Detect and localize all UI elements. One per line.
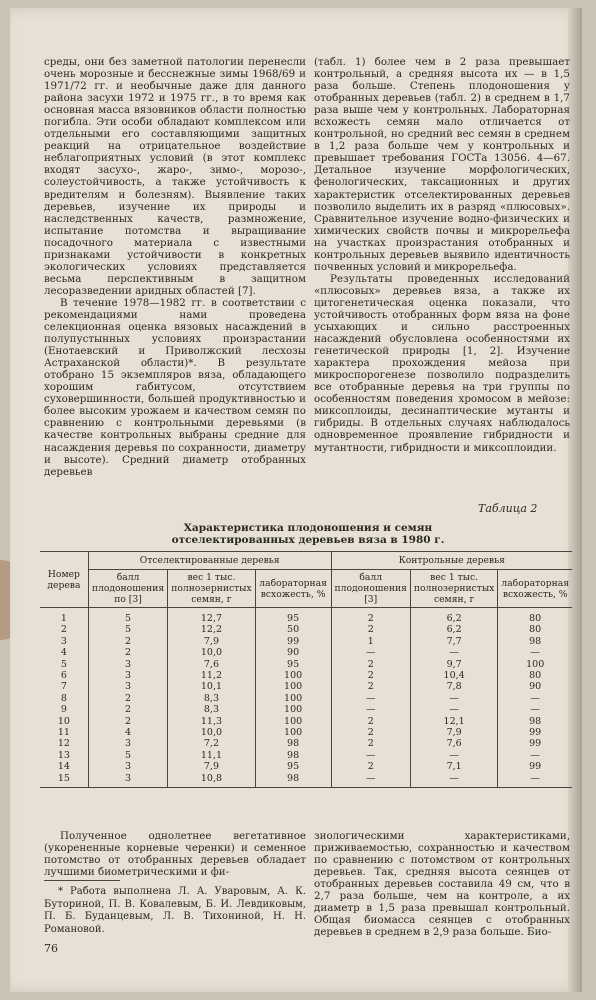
paragraph: (табл. 1) более чем в 2 раза превышает контрольный, а средняя высота их — в 1,5 раза больше. Степень плодоношения у отобранных деревьев (табл. 2) в среднем в 1,7 раза выше чем у контрольных. Лабораторная всхожесть семян мало отличается от контрольной, но средний вес семян в среднем в 1,2 раза больше чем у контрольных и превышает требования ГОСТа 13056. 4—67. Детальное изучение морфологических, фенологических, таксационных и других характеристик отселектированных деревьев позволило выделить их в разряд «плюсовых». Сравнительное изучение водно-физических и химических свойств почвы и микрорельефа на участках произрастания отобранных и контрольных деревьев выявило идентичность почвенных условий и микрорельефа. [314, 56, 570, 273]
table-cell: 2 [331, 761, 410, 772]
table-cell: 1 [331, 636, 410, 647]
table-cell: 5 [88, 608, 167, 625]
table-cell: 2 [331, 716, 410, 727]
table-row [40, 693, 572, 704]
bottom-right-text [314, 830, 570, 938]
table-cell: 99 [255, 636, 331, 647]
table-cell: 8,3 [168, 704, 255, 715]
table-cell: 10 [40, 716, 88, 727]
table-cell: 2 [331, 738, 410, 749]
table-cell: 11,2 [168, 670, 255, 681]
table-cell: 10,0 [168, 727, 255, 738]
table-cell: 9 [40, 704, 88, 715]
table-cell: 50 [255, 624, 331, 635]
paragraph: зиологическими характеристиками, приживаемостью, сохранностью и качеством по сравнению с потомством от контрольных деревьев. Так, средняя высота сеянцев от отобранных деревьев составила 49 см, что в 2,7 раза больше, чем на контроле, а их диаметр в 1,5 раза превышал контрольный. Общая биомасса сеянцев с отобранных деревьев в среднем в 2,9 раза больше. Био- [314, 830, 570, 939]
table-cell: 3 [88, 761, 167, 772]
table-cell: 13 [40, 750, 88, 761]
table-cell: 12,2 [168, 624, 255, 635]
left-text-column [44, 56, 306, 478]
table-row [40, 659, 572, 670]
table-cell: 10,4 [410, 670, 497, 681]
table-cell: — [331, 773, 410, 788]
table-cell: — [498, 647, 572, 658]
table-cell: 10,0 [168, 647, 255, 658]
table-body [40, 608, 572, 788]
table-cell: 7,9 [168, 636, 255, 647]
table-cell: 2 [88, 693, 167, 704]
table-cell: 3 [88, 659, 167, 670]
table-cell: 2 [331, 727, 410, 738]
table-cell: 2 [331, 670, 410, 681]
table-cell: 2 [88, 636, 167, 647]
table-cell: 95 [255, 761, 331, 772]
table-row [40, 738, 572, 749]
table-cell: 80 [498, 670, 572, 681]
right-text-column [314, 56, 570, 454]
data-table [40, 551, 572, 788]
table-cell: 98 [255, 738, 331, 749]
table-cell: 12 [40, 738, 88, 749]
table-cell: 7,9 [410, 727, 497, 738]
header-weight: вес 1 тыс. полнозернистых семян, г [168, 570, 255, 608]
table-row [40, 624, 572, 635]
table-row [40, 716, 572, 727]
table-cell: 7,6 [410, 738, 497, 749]
header-weight-control: вес 1 тыс. полнозернистых семян, г [410, 570, 497, 608]
table-cell: 6,2 [410, 608, 497, 625]
table-cell: 7,7 [410, 636, 497, 647]
table-cell: 14 [40, 761, 88, 772]
header-fruiting: балл плодоношения по [3] [88, 570, 167, 608]
table-row [40, 773, 572, 788]
table-row [40, 761, 572, 772]
table-cell: 5 [88, 750, 167, 761]
table-cell: 80 [498, 608, 572, 625]
table-cell: 99 [498, 761, 572, 772]
table-cell: 2 [331, 681, 410, 692]
table-cell: — [410, 750, 497, 761]
table-cell: 5 [40, 659, 88, 670]
table-cell: 7,1 [410, 761, 497, 772]
table-cell: — [410, 647, 497, 658]
table-row [40, 647, 572, 658]
header-group-control: Контрольные деревья [331, 552, 572, 570]
table-cell: 7 [40, 681, 88, 692]
table-cell: 7,6 [168, 659, 255, 670]
table-cell: 3 [88, 738, 167, 749]
page-number: 76 [44, 942, 58, 955]
table-cell: 2 [40, 624, 88, 635]
table-cell: 3 [88, 773, 167, 788]
table-cell: 95 [255, 659, 331, 670]
bottom-left-text [44, 830, 306, 878]
table-cell: — [331, 693, 410, 704]
table-cell: 7,9 [168, 761, 255, 772]
table-row [40, 636, 572, 647]
table-cell: 8,3 [168, 693, 255, 704]
table-cell: 100 [255, 681, 331, 692]
table-cell: 99 [498, 738, 572, 749]
table-cell: 6,2 [410, 624, 497, 635]
table-cell: 7,8 [410, 681, 497, 692]
table-cell: 2 [331, 659, 410, 670]
table-cell: 90 [255, 647, 331, 658]
table-cell: — [410, 704, 497, 715]
table-cell: 8 [40, 693, 88, 704]
table-cell: 100 [255, 704, 331, 715]
table-cell: 12,7 [168, 608, 255, 625]
table-cell: 6 [40, 670, 88, 681]
table-cell: 10,1 [168, 681, 255, 692]
table-cell: 7,2 [168, 738, 255, 749]
table-cell: 11,3 [168, 716, 255, 727]
table-row [40, 750, 572, 761]
table-cell: 98 [498, 716, 572, 727]
table-row [40, 608, 572, 625]
book-page [10, 8, 582, 992]
table-cell: — [331, 647, 410, 658]
table-cell: 1 [40, 608, 88, 625]
header-tree-number: Номер дерева [40, 552, 88, 608]
table-cell: 2 [88, 716, 167, 727]
table-cell: 80 [498, 624, 572, 635]
table-row [40, 727, 572, 738]
table-cell: 3 [88, 670, 167, 681]
table-cell: 4 [88, 727, 167, 738]
table-row [40, 670, 572, 681]
table-cell: — [498, 750, 572, 761]
table-cell: 100 [255, 727, 331, 738]
table-cell: 100 [255, 716, 331, 727]
table-cell: 98 [255, 773, 331, 788]
table-cell: — [410, 693, 497, 704]
table-cell: 100 [255, 693, 331, 704]
table-row [40, 704, 572, 715]
table-cell: 100 [498, 659, 572, 670]
table-cell: 3 [88, 681, 167, 692]
table-title [40, 522, 576, 546]
table-cell: 9,7 [410, 659, 497, 670]
table-title-line: отселектированных деревьев вяза в 1980 г. [171, 534, 445, 546]
table-cell: 15 [40, 773, 88, 788]
table-cell: 12,1 [410, 716, 497, 727]
header-germination-control: лабораторная всхожесть, % [498, 570, 572, 608]
table-cell: 98 [255, 750, 331, 761]
table-cell: — [331, 750, 410, 761]
table-cell: 2 [331, 624, 410, 635]
table-cell: 3 [40, 636, 88, 647]
table-cell: — [410, 773, 497, 788]
table-cell: 2 [331, 608, 410, 625]
table-cell: 98 [498, 636, 572, 647]
table-cell: 5 [88, 624, 167, 635]
table-cell: 4 [40, 647, 88, 658]
table-title-line: Характеристика плодоношения и семян [183, 522, 433, 534]
paragraph: Результаты проведенных исследований «плюсовых» деревьев вяза, а также их цитогенетическая оценка показали, что устойчивость отобранных форм вяза на фоне усыхающих и сильно расстроенных насаждений обусловлена особенностями их генетической природы [1, 2]. Изучение характера прохождения мейоза при микроспорогенезе позволило подразделить все отобранные деревья на три группы по особенностям поведения хромосом в мейозе: миксоплоиды, десинаптические мутанты и гибриды. В отдельных случаях наблюдалось одновременное проявление гибридности и мутантности, гибридности и миксоплоидии. [314, 272, 570, 454]
paragraph: Полученное однолетнее вегетативное (укорененные корневые черенки) и семенное потомство от отобранных деревьев обладает лучшими биометрическими и фи- [44, 830, 306, 879]
header-germination: лабораторная всхожесть, % [255, 570, 331, 608]
table-cell: 11,1 [168, 750, 255, 761]
paragraph: среды, они без заметной патологии перенесли очень морозные и бесснежные зимы 1968/69 и 1971/72 гг. и необычные даже для данного района засухи 1972 и 1975 гг., в то время как основная масса вязовников области полностью погибла. Эти особи обладают комплексом или отдельными его составляющими защитных реакций на отрицательное воздействие неблагоприятных условий (в этот комплекс входят засухо-, жаро-, зимо-, морозо-, солеустойчивость, а также устойчивость к вредителям и болезням). Выявление таких деревьев, изучение их природы и наследственных качеств, размножение, испытание потомства и выращивание посадочного материала с известными признаками устойчивости в конкретных экологических условиях представляется весьма перспективным в защитном лесоразведении аридных областей [7]. [44, 56, 306, 297]
table-cell: — [498, 693, 572, 704]
table-cell: 99 [498, 727, 572, 738]
table-cell: — [331, 704, 410, 715]
table-cell: 10,8 [168, 773, 255, 788]
table-cell: 90 [498, 681, 572, 692]
table-caption: Таблица 2 [478, 502, 538, 515]
table-cell: 100 [255, 670, 331, 681]
table-cell: 2 [88, 704, 167, 715]
table-cell: 95 [255, 608, 331, 625]
table-cell: — [498, 704, 572, 715]
footnote-divider [44, 880, 120, 881]
footnote [44, 886, 306, 936]
table-cell: 11 [40, 727, 88, 738]
table-row [40, 681, 572, 692]
header-fruiting-control: балл плодоношения [3] [331, 570, 410, 608]
table-cell: — [498, 773, 572, 788]
book-spine-shadow [568, 8, 582, 992]
footnote-text: * Работа выполнена Л. А. Уваровым, А. К. Буториной, П. В. Ковалевым, Б. И. Левдиковым, П. Б. Буданцевым, Л. В. Тихониной, Н. Н. Романовой. [44, 886, 306, 935]
table-cell: 2 [88, 647, 167, 658]
paragraph: В течение 1978—1982 гг. в соответствии с рекомендациями нами проведена селекционная оценка вязовых насаждений в полупустынных условиях произрастании (Енотаевский и Приволжский лесхозы Астраханской области)*. В результате отобрано 15 экземпляров вяза, обладающего хорошим габитусом, отсутствием суховершинности, большей продуктивностью и более высоким урожаем и качеством семян по сравнению с контрольными деревьями (в качестве контрольных выбраны средние для насаждения деревья по сохранности, диаметру и высоте). Средний диаметр отобранных деревьев [44, 296, 306, 478]
header-group-selected: Отселектированные деревья [88, 552, 331, 570]
